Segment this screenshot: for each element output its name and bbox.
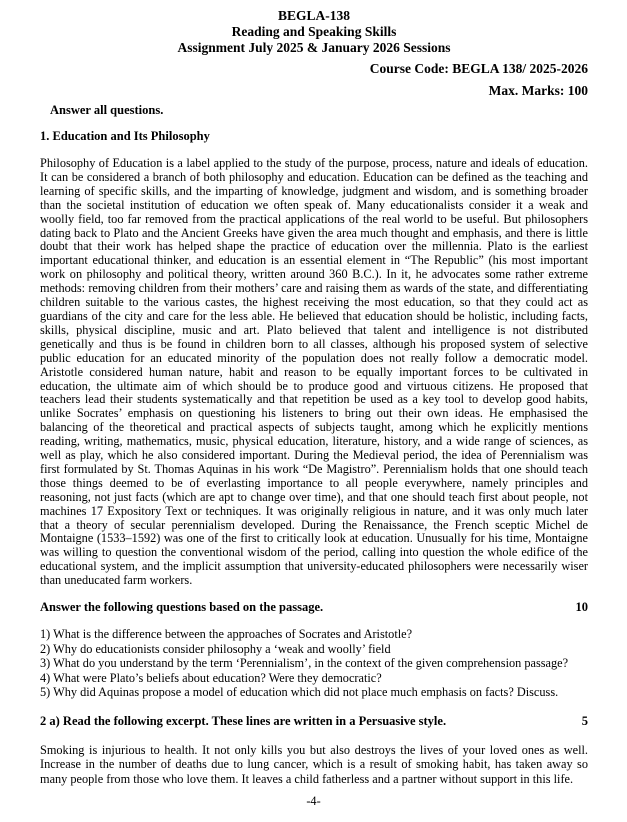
course-title-heading: Reading and Speaking Skills — [231, 24, 397, 39]
max-marks-line: Max. Marks: 100 — [488, 83, 588, 98]
marks-value-q1: 10 — [575, 600, 588, 615]
course-number-heading: BEGLA-138 — [277, 8, 350, 23]
question-item: 5) Why did Aquinas propose a model of education which did not place much emphasis on facts? Discuss. — [40, 685, 559, 700]
question-2a-heading: 2 a) Read the following excerpt. These lines are written in a Persuasive style. — [40, 714, 447, 729]
assignment-session-heading: Assignment July 2025 & January 2026 Sessions — [177, 40, 451, 55]
passage-text: Philosophy of Education is a label applied to the study of the purpose, process, nature and ideals of education. It can be considered a branch of both philosophy and education. Education can be defined as the teaching and learning of specific skills, and the imparting of knowledge, judgment and wisdom, and is something broader than the societal institution of education we often speak of. Many educationalists consider it a weak and woolly field, too far removed from the practical applications of the real world to be useful. But philosophers dating back to Plato and the Ancient Greeks have given the area much thought and emphasis, and there is little doubt that their work has helped shape the practice of education over the millennia. Plato is the earliest important educational thinker, and education is an essential element in “The Republic” (his most important work on philosophy and political theory, written around 360 B.C.). In it, he advocates some rather extreme methods: removing children from their mothers’ care and raising them as wards of the state, and differentiating children suitable to the various castes, the highest receiving the most education, so that they could act as guardians of the city and care for the less able. He believed that education should be holistic, including facts, skills, physical discipline, music and art. Plato believed that talent and intelligence is not distributed genetically and thus is be found in children born to all classes, although his proposed system of selective public education for an educated minority of the population does not really follow a democratic model. Aristotle considered human nature, habit and reason to be equally important forces to be cultivated in education, the ultimate aim of which should be to produce good and virtuous citizens. He proposed that teachers lead their students systematically and that repetition be used as a key tool to develop good habits, unlike Socrates’ emphasis on questioning his listeners to bring out their own ideas. He emphasised the balancing of the theoretical and practical aspects of subjects taught, among which he explicitly mentions reading, writing, mathematics, music, physical education, literature, history, and a wide range of sciences, as well as play, which he also considered important. During the Medieval period, the idea of Perennialism was first formulated by St. Thomas Aquinas in his work “De Magistro”. Perennialism holds that one should teach those things deemed to be of everlasting importance to all people everywhere, namely principles and reasoning, not just facts (which are apt to change over time), and that one should teach first about people, not machines 17 Expository Text or techniques. It was originally religious in nature, and it was only much later that a theory of secular perennialism developed. During the Renaissance, the French sceptic Michel de Montaigne (1533–1592) was one of the first to critically look at education. Unusually for his time, Montaigne was willing to question the conventional wisdom of the period, calling into question the whole edifice of the educational system, and the implicit assumption that university-educated philosophers were necessarily wiser than uneducated farm workers. — [40, 156, 588, 588]
question-item: 1) What is the difference between the approaches of Socrates and Aristotle? — [40, 627, 413, 642]
questions-list — [40, 627, 588, 700]
passage-questions-heading-row — [40, 600, 588, 615]
page-number: -4- — [306, 794, 321, 808]
instruction-line: Answer all questions. — [50, 103, 164, 117]
marks-value-q2a: 5 — [581, 714, 588, 729]
document-header — [40, 8, 588, 56]
question-2a-heading-row — [40, 714, 588, 729]
question-1-heading: 1. Education and Its Philosophy — [40, 129, 210, 143]
question-item: 2) Why do educationists consider philosophy a ‘weak and woolly’ field — [40, 641, 391, 656]
question-item: 3) What do you understand by the term ‘Perennialism’, in the context of the given comprehension passage? — [40, 656, 569, 671]
passage-questions-heading: Answer the following questions based on the passage. — [40, 600, 324, 615]
excerpt-text: Smoking is injurious to health. It not only kills you but also destroys the lives of your loved ones as well. Increase in the number of deaths due to lung cancer, which is a result of smoking habit, has taken away so many people from those who love them. It leaves a child fatherless and a partner without support in this life. — [40, 743, 588, 786]
course-code-line: Course Code: BEGLA 138/ 2025-2026 — [369, 61, 588, 76]
question-item: 4) What were Plato’s beliefs about education? Were they democratic? — [40, 670, 382, 685]
